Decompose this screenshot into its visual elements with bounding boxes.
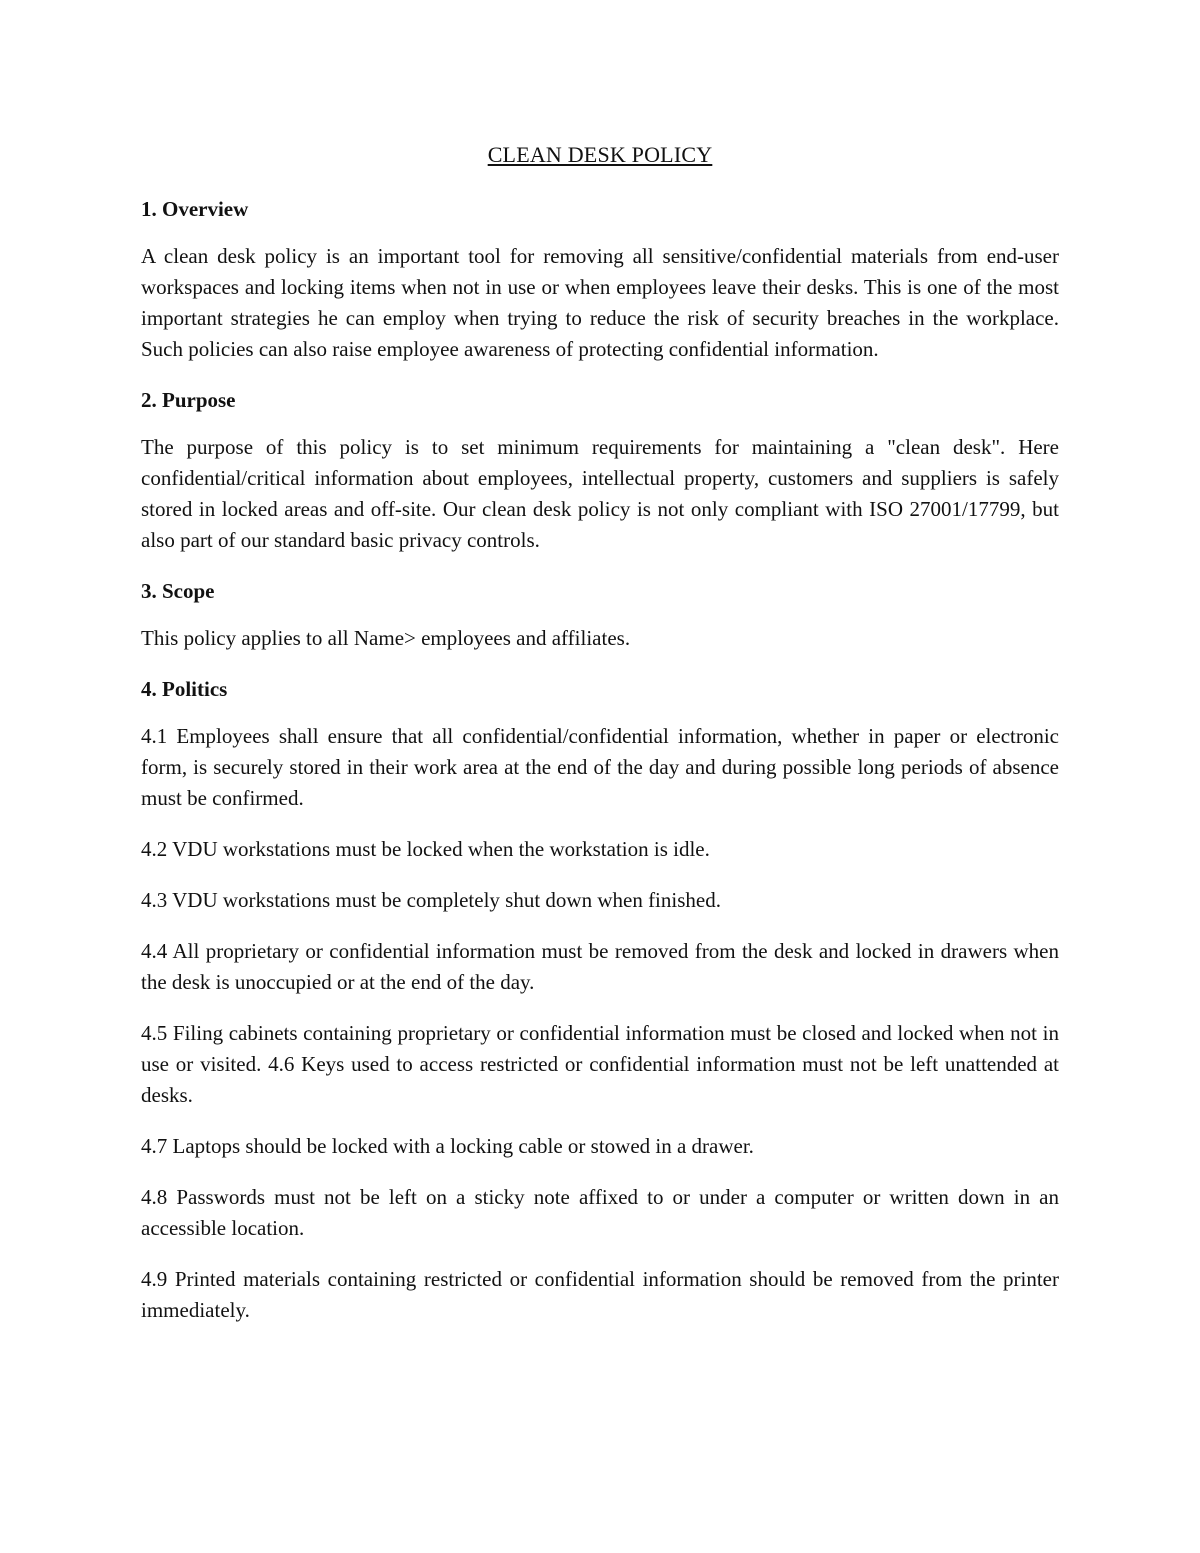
document-page	[141, 138, 1059, 1326]
policy-item-4-1: 4.1 Employees shall ensure that all confidential/confidential information, whether in paper or electronic form, is securely stored in their work area at the end of the day and during possible long periods of absence must be confirmed.	[141, 724, 1059, 810]
section-heading-scope: 3. Scope	[141, 579, 215, 603]
policy-item-4-3: 4.3 VDU workstations must be completely shut down when finished.	[141, 888, 721, 912]
policy-item-4-8: 4.8 Passwords must not be left on a sticky note affixed to or under a computer or written down in an accessible location.	[141, 1185, 1059, 1240]
overview-paragraph: A clean desk policy is an important tool for removing all sensitive/confidential materials from end-user workspaces and locking items when not in use or when employees leave their desks. This is one of the most important strategies he can employ when trying to reduce the risk of security breaches in the workplace. Such policies can also raise employee awareness of protecting confidential information.	[141, 244, 1059, 361]
policy-item-4-5: 4.5 Filing cabinets containing proprietary or confidential information must be closed and locked when not in use or visited. 4.6 Keys used to access restricted or confidential information must not be left unattended at desks.	[141, 1021, 1059, 1107]
policy-item-4-7: 4.7 Laptops should be locked with a locking cable or stowed in a drawer.	[141, 1134, 754, 1158]
section-heading-purpose: 2. Purpose	[141, 388, 236, 412]
policy-item-4-9: 4.9 Printed materials containing restricted or confidential information should be removed from the printer immediately.	[141, 1267, 1059, 1322]
policy-item-4-4: 4.4 All proprietary or confidential information must be removed from the desk and locked in drawers when the desk is unoccupied or at the end of the day.	[141, 939, 1059, 994]
purpose-paragraph: The purpose of this policy is to set minimum requirements for maintaining a "clean desk". Here confidential/critical information about employees, intellectual property, customers and suppliers is safely stored in locked areas and off-site. Our clean desk policy is not only compliant with ISO 27001/17799, but also part of our standard basic privacy controls.	[141, 435, 1059, 552]
document-title: CLEAN DESK POLICY	[487, 142, 713, 167]
section-heading-politics: 4. Politics	[141, 677, 228, 701]
section-heading-overview: 1. Overview	[141, 197, 249, 221]
scope-paragraph: This policy applies to all Name> employees and affiliates.	[141, 626, 631, 650]
policy-item-4-2: 4.2 VDU workstations must be locked when the workstation is idle.	[141, 837, 710, 861]
